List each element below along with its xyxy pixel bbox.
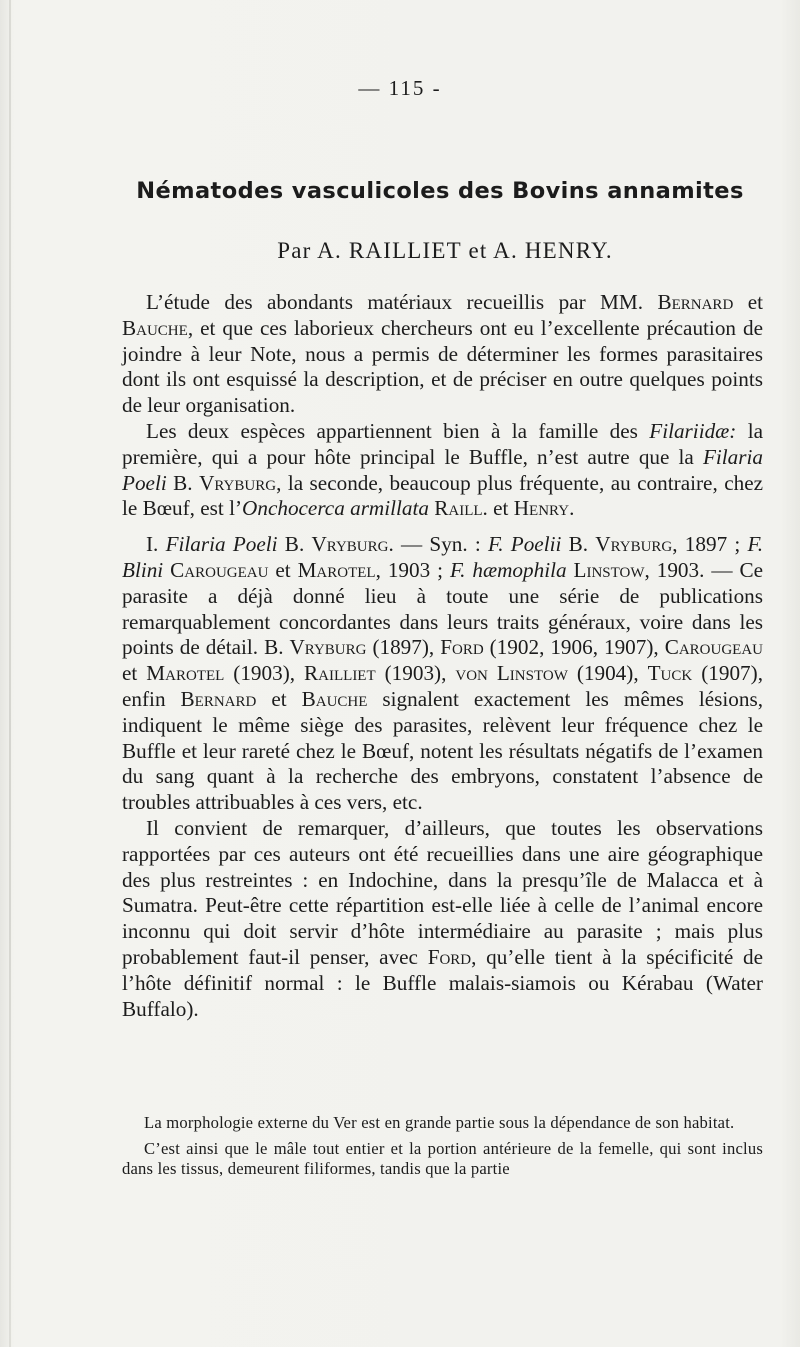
page-spine-shadow	[9, 0, 11, 1347]
footnote-block	[122, 1113, 763, 1179]
paragraph-3: I. Filaria Poeli B. Vryburg. — Syn. : F. Poelii B. Vryburg, 1897 ; F. Blini Carougeau et Marotel, 1903 ; F. hæmophila Linstow, 1903. — Ce parasite a déjà donné lieu à toute une série de publications remarquablement concordantes dans leurs traits généraux, voire dans les points de détail. B. Vryburg (1897), Ford (1902, 1906, 1907), Carougeau et Marotel (1903), Railliet (1903), von Linstow (1904), Tuck (1907), enfin Bernard et Bauche signalent exactement les mêmes lésions, indiquent le même siège des parasites, relèvent leur fréquence chez le Buffle et leur rareté chez le Bœuf, notent les résultats négatifs de l’examen du sang quant à la recherche des embryons, constatent l’absence de troubles attribuables à ces vers, etc.	[122, 532, 764, 815]
page-number: — 115 -	[358, 76, 442, 100]
footnote-paragraph-1: La morphologie externe du Ver est en grande partie sous la dépendance de son habitat.	[144, 1113, 735, 1132]
paragraph-1: L’étude des abondants matériaux recueillis par MM. Bernard et Bauche, et que ces laborieux chercheurs ont eu l’excellente précaution de joindre à leur Note, nous a permis de déterminer les formes parasitaires dont ils ont esquissé la description, et de préciser en outre quelques points de leur organisation.	[122, 290, 763, 418]
article-body	[122, 290, 763, 1022]
paragraph-4: Il convient de remarquer, d’ailleurs, que toutes les observations rapportées par ces auteurs ont été recueillies dans une aire géographique des plus restreintes : en Indochine, dans la presqu’île de Malacca et à Sumatra. Peut-être cette répartition est-elle liée à celle de l’animal encore inconnu qui doit servir d’hôte intermédiaire au parasite ; mais plus probablement faut-il penser, avec Ford, qu’elle tient à la spécificité de l’hôte définitif normal : le Buffle malais-siamois ou Kérabau (Water Buffalo).	[122, 815, 763, 1021]
article-byline: Par A. RAILLIET et A. HENRY.	[277, 238, 613, 263]
article-title: Nématodes vasculicoles des Bovins annamites	[136, 178, 744, 204]
paragraph-2: Les deux espèces appartiennent bien à la famille des Filariidæ: la première, qui a pour hôte principal le Buffle, n’est autre que la Filaria Poeli B. Vryburg, la seconde, beaucoup plus fréquente, au contraire, chez le Bœuf, est l’Onchocerca armillata Raill. et Henry.	[122, 418, 763, 521]
footnote-paragraph-2: C’est ainsi que le mâle tout entier et la portion antérieure de la femelle, qui sont inclus dans les tissus, demeurent filiformes, tandis que la partie	[122, 1139, 763, 1178]
